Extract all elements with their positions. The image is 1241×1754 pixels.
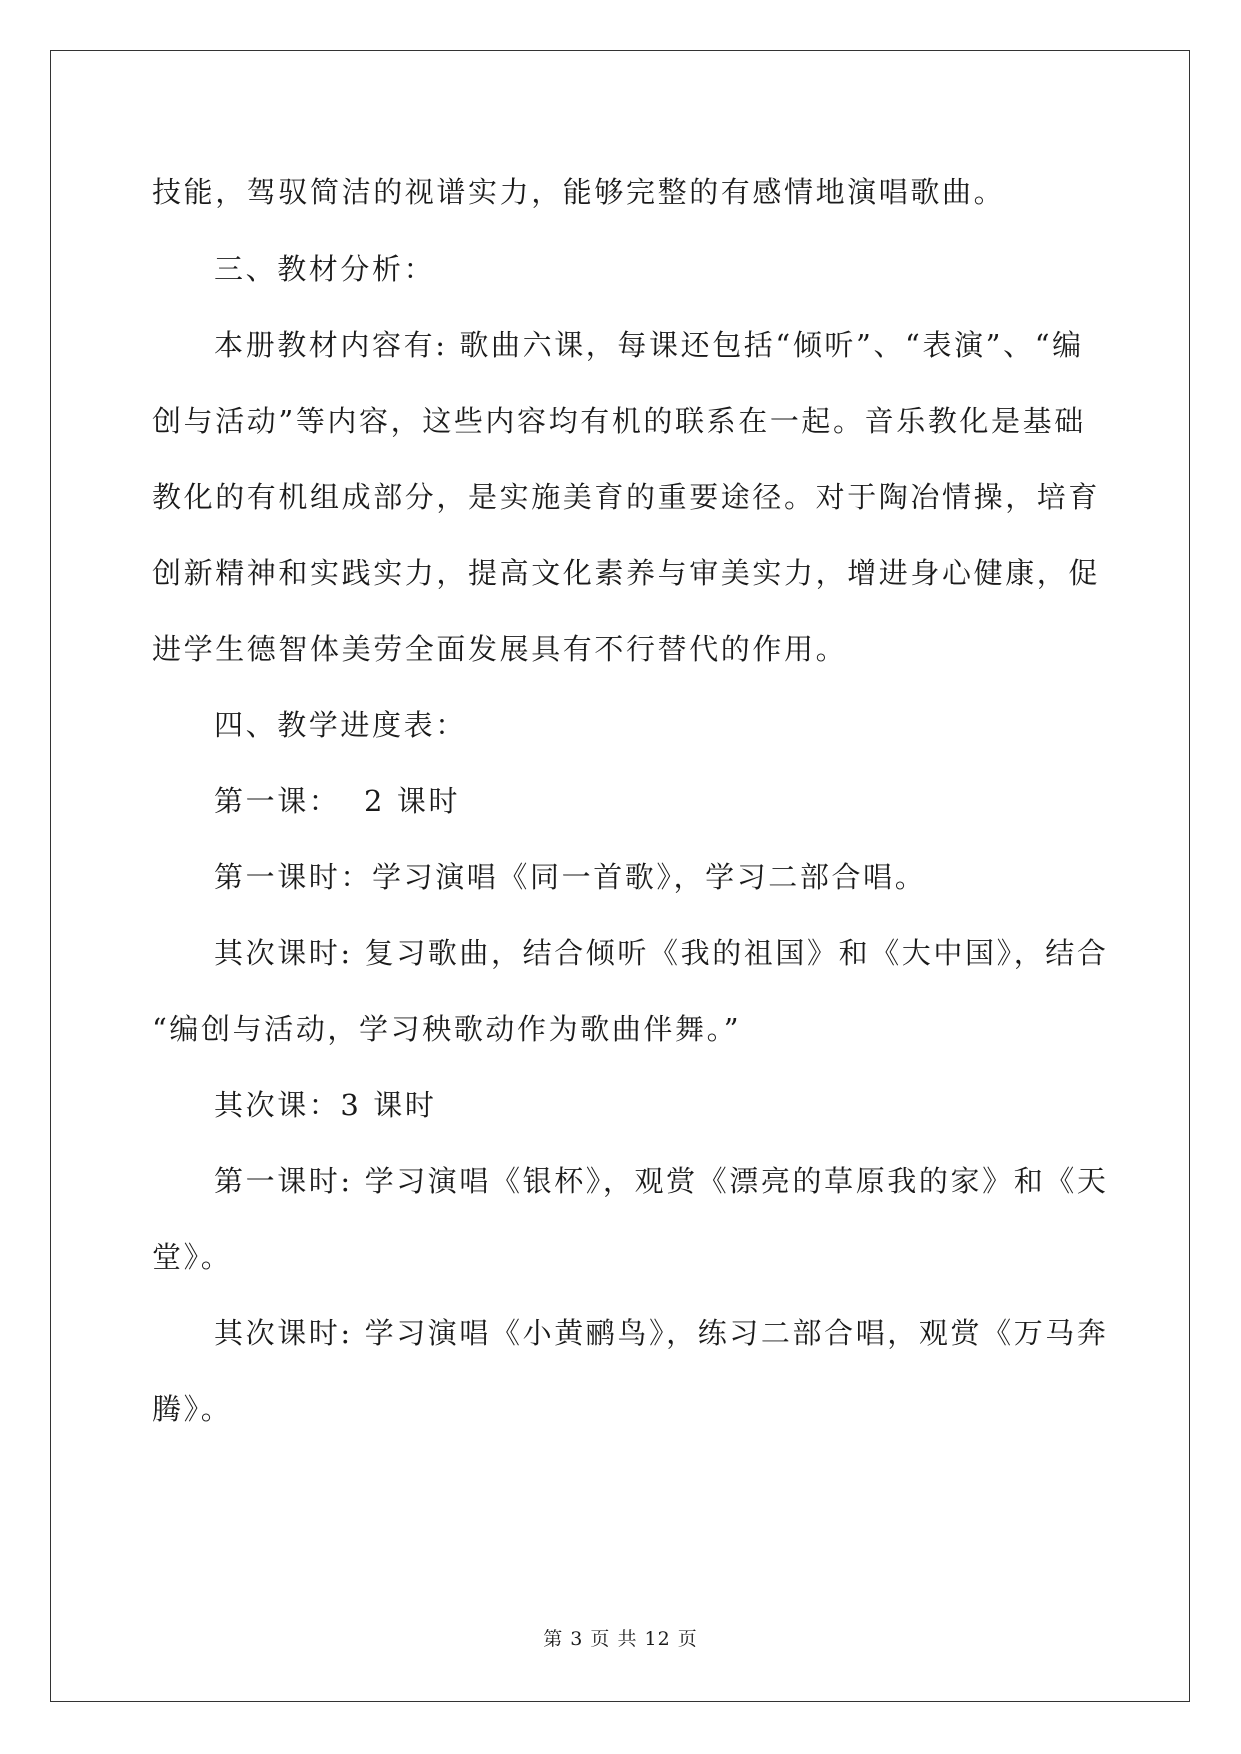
body-line-1: 技能，驾驭简洁的视谱实力，能够完整的有感情地演唱歌曲。 bbox=[152, 175, 1006, 209]
lesson-1-heading: 第一课： 2 课时 bbox=[214, 784, 461, 818]
lesson-1-period-1: 第一课时：学习演唱《同一首歌》，学习二部合唱。 bbox=[214, 860, 927, 894]
lesson-2-heading: 其次课：3 课时 bbox=[214, 1088, 437, 1122]
lesson-2-period-1-cont: 堂》。 bbox=[152, 1240, 233, 1274]
section-heading-materials: 三、教材分析： bbox=[214, 252, 436, 286]
body-line-6: 创新精神和实践实力，提高文化素养与审美实力，增进身心健康，促 bbox=[152, 556, 1101, 590]
page-footer: 第 3 页 共 12 页 bbox=[543, 1628, 698, 1650]
lesson-2-period-2: 其次课时: 学习演唱《小黄鹂鸟》，练习二部合唱，观赏《万马奔 bbox=[214, 1316, 1109, 1350]
section-heading-schedule: 四、教学进度表： bbox=[214, 708, 467, 742]
body-line-5: 教化的有机组成部分，是实施美育的重要途径。对于陶冶情操，培育 bbox=[152, 480, 1101, 514]
body-line-7: 进学生德智体美劳全面发展具有不行替代的作用。 bbox=[152, 632, 848, 666]
body-line-4: 创与活动”等内容，这些内容均有机的联系在一起。音乐教化是基础 bbox=[152, 404, 1086, 438]
lesson-2-period-1: 第一课时: 学习演唱《银杯》，观赏《漂亮的草原我的家》和《天 bbox=[214, 1164, 1109, 1198]
lesson-1-period-2-cont: “编创与活动，学习秧歌动作为歌曲伴舞。” bbox=[152, 1012, 742, 1046]
lesson-1-period-2: 其次课时: 复习歌曲，结合倾听《我的祖国》和《大中国》，结合 bbox=[214, 936, 1109, 970]
lesson-2-period-2-cont: 腾》。 bbox=[152, 1392, 233, 1426]
body-line-3: 本册教材内容有: 歌曲六课，每课还包括“倾听”、“表演”、“编 bbox=[214, 328, 1084, 362]
